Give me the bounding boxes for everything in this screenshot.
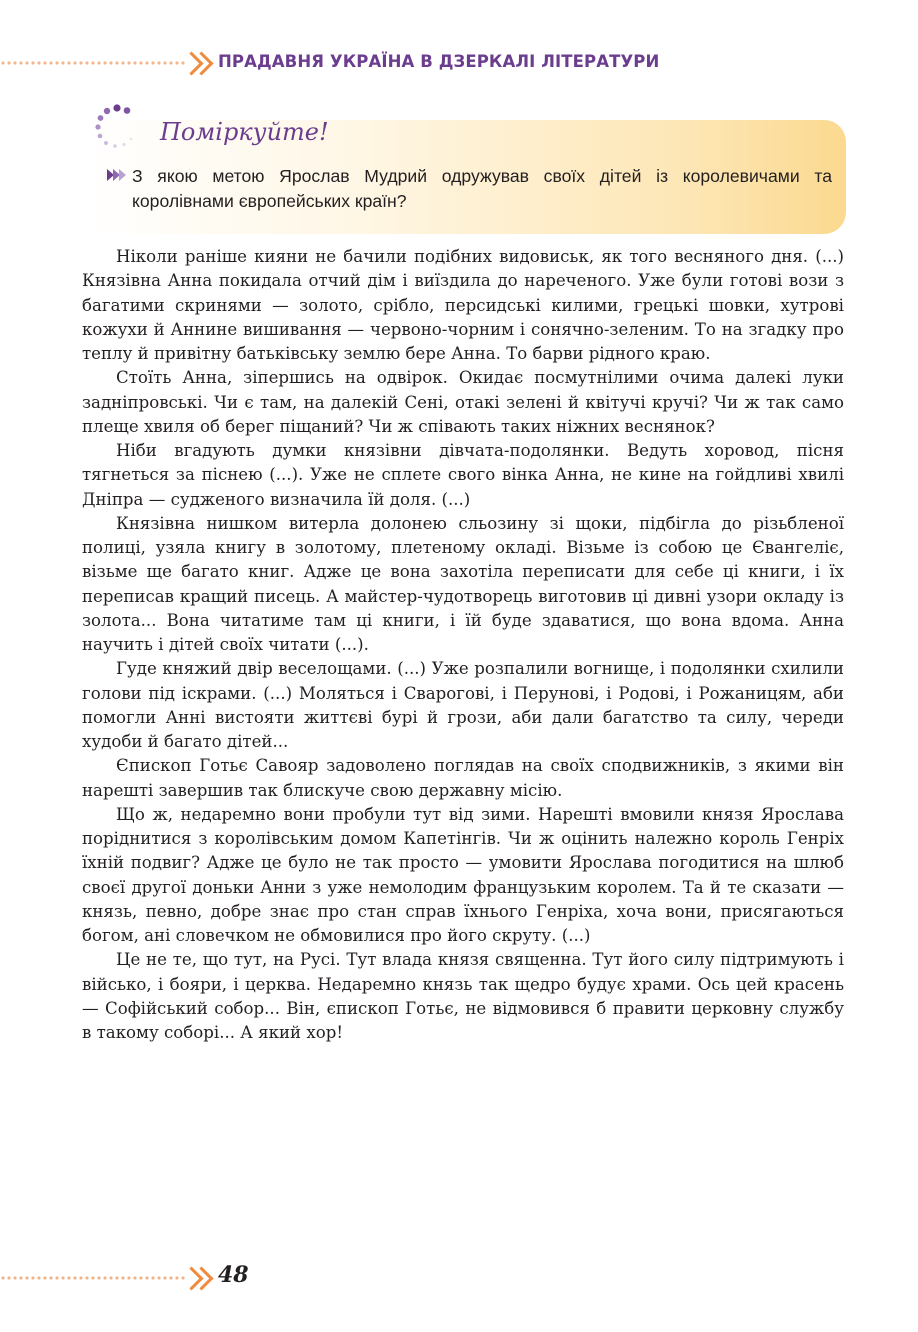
spinner-dots-icon xyxy=(94,104,140,150)
page-number: 48 xyxy=(218,1262,249,1288)
footer-dotted-line xyxy=(0,1276,186,1280)
paragraph: Це не те, що тут, на Русі. Тут влада князя священна. Тут його силу підтримують і військо, і бояри, і церква. Недаремно князь так щедро будує храми. Ось цей красень — Софійський собор... Він, єпископ Готьє, не відмовився б правити церковну службу в такому соборі... А який хор! xyxy=(82,950,844,1042)
paragraph: Князівна нишком витерла долонею сльозину зі щоки, підбігла до різьбленої полиці, узяла книгу в золотому, плетеному окладі. Візьме із собою це Євангеліє, візьме ще багато книг. Адже це вона захотіла переписати для себе ці книги, і їх переписав кращий писець. А майстер-чудотворець виготовив ці дивні узори окладу із золота... Вона читатиме там ці книги, і їй буде здаватися, що вона вдома. Анна научить і дітей своїх читати (...). xyxy=(82,513,844,654)
header-dotted-line xyxy=(0,61,186,65)
paragraph: Ніби вгадують думки князівни дівчата-подолянки. Ведуть хоровод, пісня тягнеться за піснею (...). Уже не сплете свого вінка Анна, не кине на гойдливі хвилі Дніпра — судженого визначила їй доля. (...) xyxy=(82,441,844,509)
section-title: ПРАДАВНЯ УКРАЇНА В ДЗЕРКАЛІ ЛІТЕРАТУРИ xyxy=(218,52,660,71)
story-text xyxy=(82,245,844,1045)
paragraph: Що ж, недаремно вони пробули тут від зими. Нарешті вмовили князя Ярослава поріднитися з королівським домом Капетінгів. Чи ж оцінить належно король Генріх їхній подвиг? Адже це було не так просто — умовити Ярослава погодитися на шлюб своєї другої доньки Анни з уже немолодим французьким королем. Та й те сказати — князь, певно, добре знає про стан справ їхнього Генріха, хоча вони, присягаються богом, ані словечком не обмовилися про його скруту. (...) xyxy=(82,804,844,945)
think-box-question: З якою метою Ярослав Мудрий одружував своїх дітей із королевичами та королівнами європейських країн? xyxy=(132,166,832,211)
paragraph: Єпископ Готьє Савояр задоволено поглядав на своїх сподвижників, з якими він нарешті завершив так блискуче свою державну місію. xyxy=(82,756,844,800)
paragraph: Гуде княжий двір веселощами. (...) Уже розпалили вогнище, і подолянки схилили голови під іскрами. (...) Моляться і Сварогові, і Перунові, і Родові, і Рожаницям, аби помогли Анні вистояти життєві бурі й грози, аби дали багатство та силу, череди худоби й багато дітей... xyxy=(82,659,844,751)
paragraph: Стоїть Анна, зіпершись на одвірок. Окидає посмутнілими очима далекі луки задніпровські. Чи є там, на далекій Сені, отакі зелені й квітучі кручі? Чи ж так само плеще хвиля об берег піщаний? Чи ж співають таких ніжних веснянок? xyxy=(82,368,844,436)
arrow-bullet-icon xyxy=(107,168,129,182)
think-box-title: Поміркуйте! xyxy=(160,118,329,146)
paragraph: Ніколи раніше кияни не бачили подібних видовиськ, як того весняного дня. (...) Князівна Анна покидала отчий дім і виїздила до нареченого. Уже були готові вози з багатими скринями — золото, срібло, персидські килими, грецькі шовки, хутрові кожухи й Аннине вишивання — червоно-чорним і сонячно-зеленим. То на згадку про теплу й привітну батьківську землю бере Анна. То барви рідного краю. xyxy=(82,247,844,363)
